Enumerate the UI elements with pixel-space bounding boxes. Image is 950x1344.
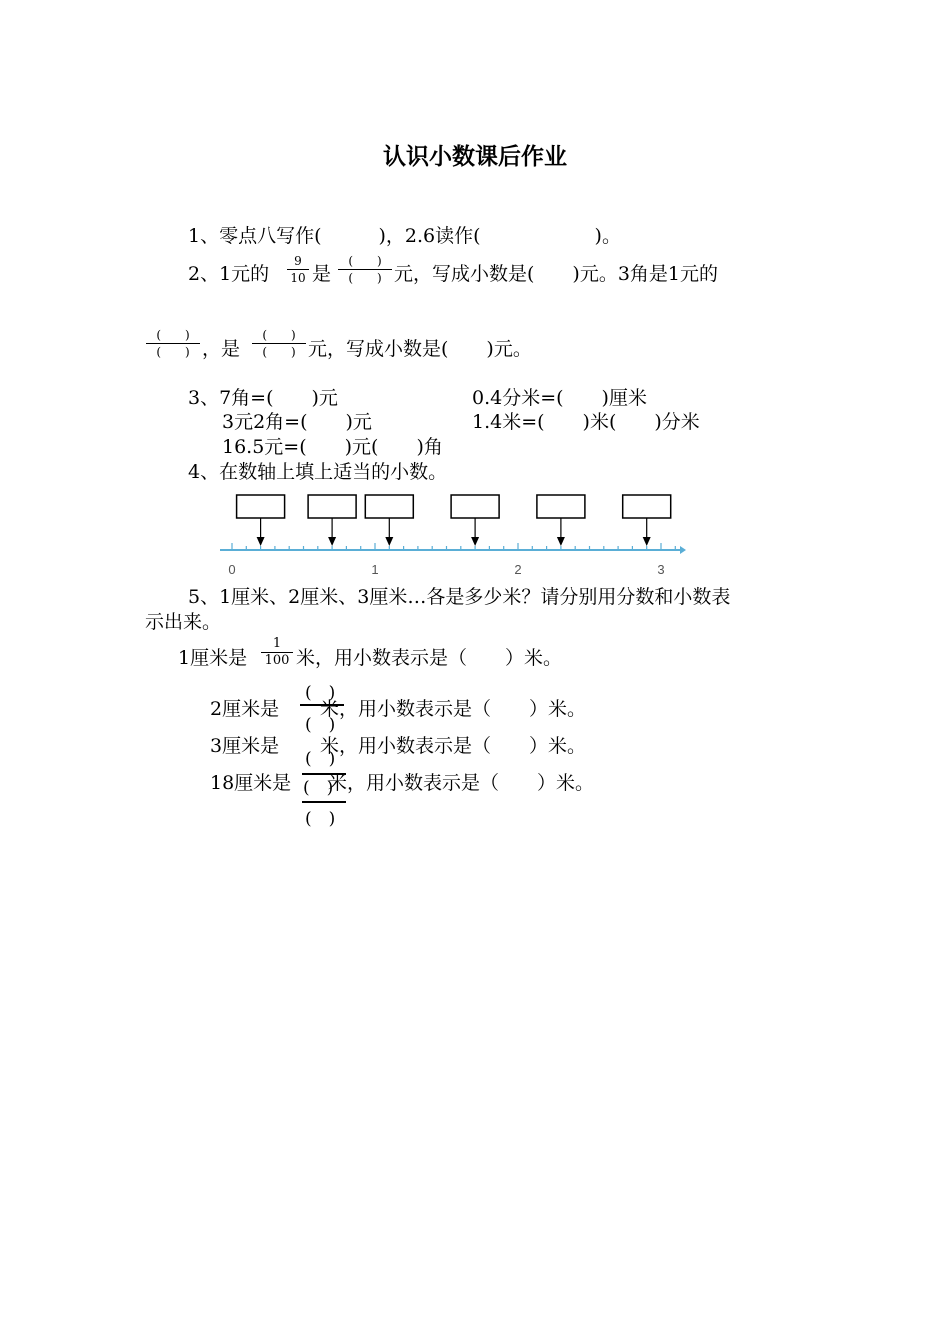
fraction-numerator: 9 (294, 254, 302, 268)
number-line (210, 490, 700, 590)
fraction-bar (302, 773, 346, 775)
q3-b: 0.4分米=( )厘米 (472, 387, 647, 409)
blank-fraction (252, 328, 306, 359)
question-1: 1、零点八写作( )，2.6读作( )。 (188, 225, 621, 247)
axis-ticks (232, 543, 675, 550)
q5-row1-a: 1厘米是 (178, 647, 248, 669)
axis-arrow (680, 546, 686, 554)
blank-fraction (338, 254, 392, 285)
pointer-arrow (385, 537, 393, 546)
fraction-denominator: 100 (264, 653, 290, 668)
pointer-arrow (471, 537, 479, 546)
blank-numerator: ( ) (348, 254, 382, 268)
blank-numerator: ( ) (262, 328, 296, 342)
fraction-bar (252, 343, 306, 344)
q5-row2-a: 2厘米是 (210, 698, 280, 720)
blank-paren: ( ) (305, 715, 336, 735)
q3-a: 3、7角=( )元 (188, 387, 338, 409)
q3-c: 3元2角=( )元 (222, 411, 372, 433)
tick-label: 3 (657, 562, 665, 577)
q5-row3-a: 3厘米是 (210, 735, 280, 757)
fraction-9-10 (287, 254, 309, 285)
pointer-arrow (557, 537, 565, 546)
blank-denominator: ( ) (348, 271, 382, 285)
q5-row4-a: 18厘米是 (210, 772, 292, 794)
tick-label: 0 (228, 562, 236, 577)
answer-box[interactable] (308, 495, 356, 518)
answer-box[interactable] (451, 495, 499, 518)
q2-text-c: 元，写成小数是( )元。3角是1元的 (394, 263, 719, 285)
fraction-bar (300, 704, 344, 706)
pointer-arrow (257, 537, 265, 546)
q3-e: 16.5元=( )元( )角 (222, 436, 443, 458)
blank-paren: ( ) (305, 809, 336, 829)
fraction-numerator: 1 (272, 636, 282, 651)
blank-paren: ( ) (305, 683, 336, 703)
answer-box[interactable] (237, 495, 285, 518)
tick-label: 2 (514, 562, 522, 577)
fraction-denominator: 10 (290, 271, 306, 285)
q3-d: 1.4米=( )米( )分米 (472, 411, 700, 433)
blank-paren: ( ) (303, 778, 334, 798)
fraction-1-100 (261, 637, 293, 668)
blank-denominator: ( ) (156, 345, 190, 359)
tick-label: 1 (371, 562, 379, 577)
page-title: 认识小数课后作业 (383, 144, 567, 170)
blank-numerator: ( ) (156, 328, 190, 342)
blank-fraction (146, 328, 200, 359)
answer-box[interactable] (623, 495, 671, 518)
q2-text-d: ，是 (202, 338, 241, 360)
q5-line2: 示出来。 (145, 611, 222, 633)
axis-labels (228, 562, 664, 577)
q5-row2-b: 米，用小数表示是（ ）米。 (320, 698, 587, 720)
q5-row4-b: 米，用小数表示是（ ）米。 (328, 772, 595, 794)
q2-text-e: 元，写成小数是( )元。 (308, 338, 532, 360)
blank-paren: ( ) (305, 749, 336, 769)
q2-text-b: 是 (312, 263, 332, 285)
fraction-bar (287, 269, 309, 270)
q5-row3-b: 米，用小数表示是（ ）米。 (320, 735, 587, 757)
blank-denominator: ( ) (262, 345, 296, 359)
q5-row1-b: 米，用小数表示是（ ）米。 (296, 647, 563, 669)
question-4: 4、在数轴上填上适当的小数。 (188, 461, 448, 483)
answer-boxes (237, 495, 671, 546)
pointer-arrow (643, 537, 651, 546)
q2-text-a: 2、1元的 (188, 263, 270, 285)
pointer-arrow (328, 537, 336, 546)
answer-box[interactable] (537, 495, 585, 518)
fraction-bar (302, 801, 346, 803)
fraction-bar (146, 343, 200, 344)
fraction-bar (338, 269, 392, 270)
answer-box[interactable] (365, 495, 413, 518)
q5-line1: 5、1厘米、2厘米、3厘米…各是多少米？请分别用分数和小数表 (188, 586, 731, 608)
